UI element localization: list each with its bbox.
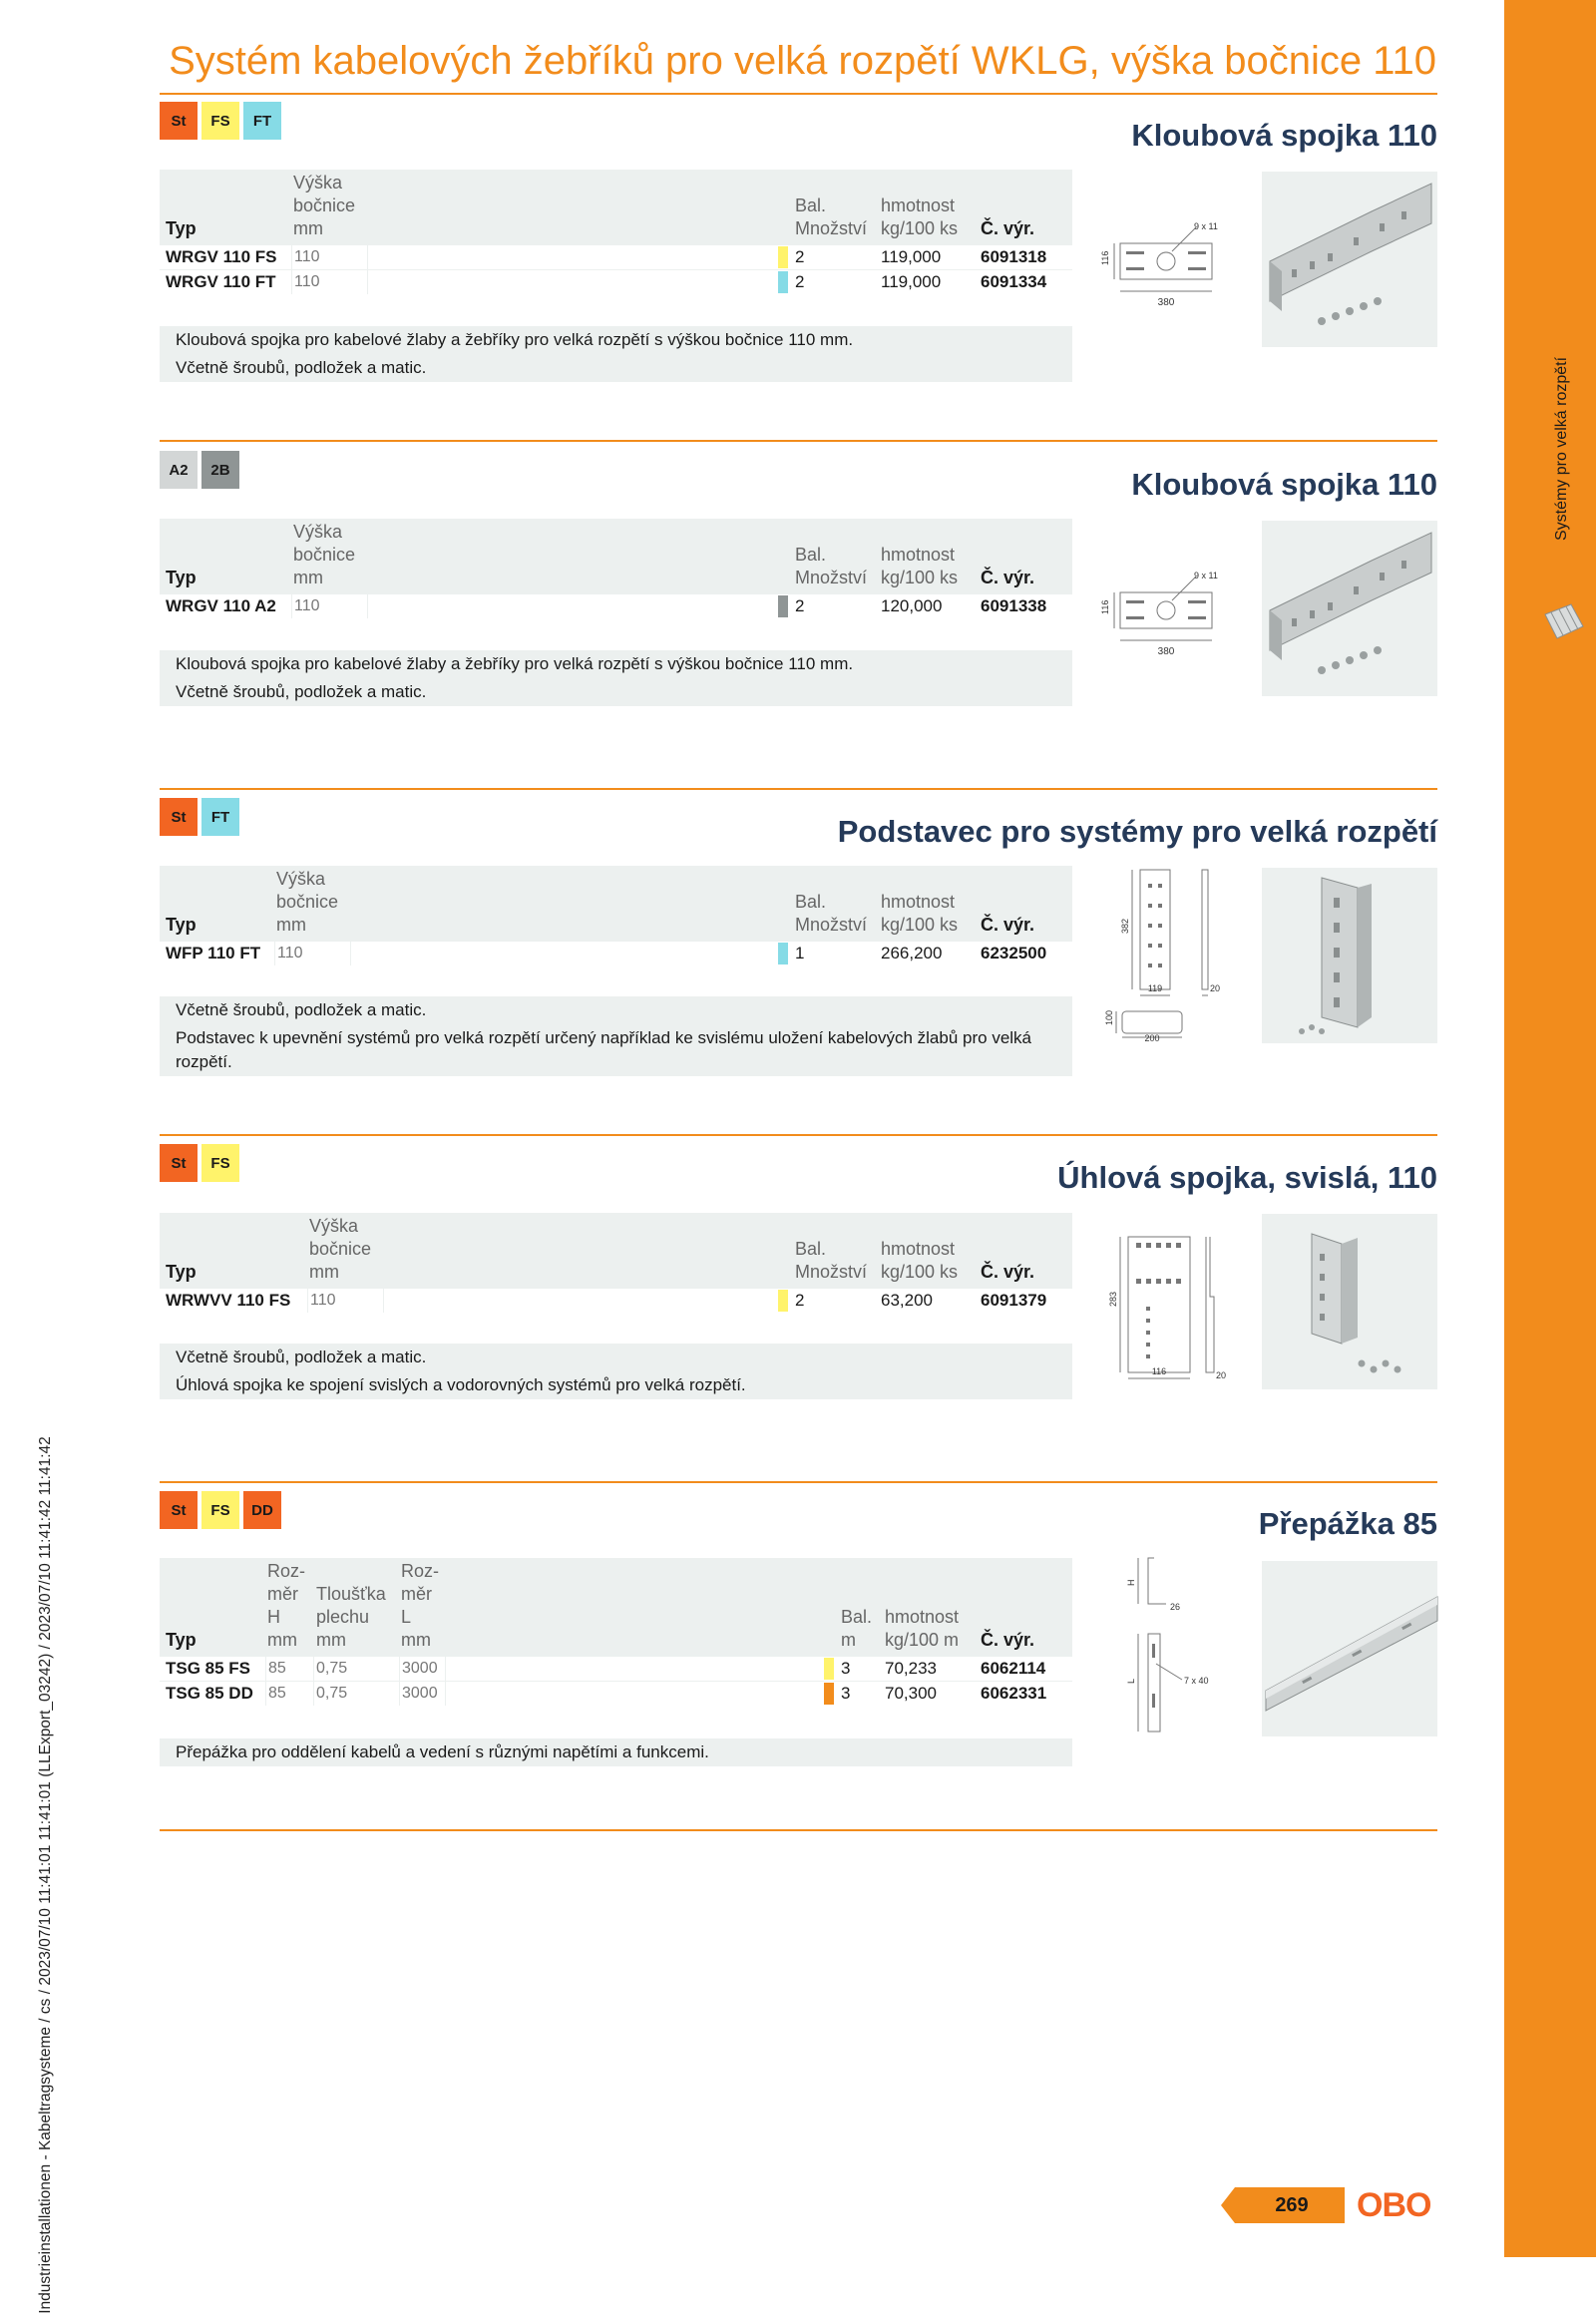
cell-spacer xyxy=(367,270,368,294)
cell-spacer xyxy=(383,1289,384,1313)
description xyxy=(160,1738,1072,1766)
badge-dd: DD xyxy=(243,1491,281,1529)
description xyxy=(160,996,1072,1076)
dim-label: 9 x 11 xyxy=(1194,571,1218,580)
cell-hmotnost: 120,000 xyxy=(881,596,943,615)
cell-typ: WRGV 110 FS xyxy=(166,247,277,266)
table-header xyxy=(160,170,1072,244)
cell-typ: TSG 85 FS xyxy=(166,1659,251,1678)
col-cislo: Č. výr. xyxy=(981,1630,1035,1650)
cell-spacer xyxy=(367,594,368,618)
cell-spacer xyxy=(367,245,368,269)
table-row xyxy=(160,1681,1072,1706)
section-rule xyxy=(160,788,1437,790)
product-table xyxy=(160,1213,1072,1313)
col-vyska: Výška bočnice mm xyxy=(276,869,339,935)
cell-cislo: 6062331 xyxy=(981,1684,1047,1703)
dim-label: 116 xyxy=(1100,250,1110,265)
col-typ: Typ xyxy=(166,1262,197,1282)
badge-ft: FT xyxy=(201,798,239,836)
cell-tloustka: 0,75 xyxy=(313,1682,347,1706)
cell-hmotnost: 119,000 xyxy=(881,247,942,266)
side-band xyxy=(1504,0,1596,2257)
dim-label: 116 xyxy=(1100,599,1110,614)
finish-swatch-fs xyxy=(824,1658,834,1680)
cell-h: 85 xyxy=(265,1682,286,1706)
description xyxy=(160,326,1072,382)
dim-label: L xyxy=(1126,1678,1136,1684)
description-line: Úhlová spojka ke spojení svislých a vodorovných systémů pro velká rozpětí. xyxy=(176,1375,746,1394)
cell-cislo: 6232500 xyxy=(981,944,1047,963)
finish-swatch-2b xyxy=(778,595,788,617)
dim-label: 200 xyxy=(1144,1033,1160,1043)
table-header xyxy=(160,866,1072,941)
col-vyska: Výška bočnice mm xyxy=(309,1216,372,1282)
col-hmotnost: hmotnost kg/100 ks xyxy=(881,892,959,935)
description-line: Včetně šroubů, podložek a matic. xyxy=(176,358,427,377)
col-typ: Typ xyxy=(166,1630,197,1650)
cell-vyska: 110 xyxy=(274,942,303,965)
cell-typ: WFP 110 FT xyxy=(166,944,261,963)
material-badges xyxy=(160,1491,281,1529)
footer-meta: Industrieinstallationen - Kabeltragsysteme / cs / 2023/07/10 11:41:01 11:41:01 (LLExport_03242) / 2023/07/10 11:41:42 11:41:42 xyxy=(37,1436,54,2314)
cell-cislo: 6091334 xyxy=(981,272,1047,291)
cell-cislo: 6062114 xyxy=(981,1659,1046,1678)
badge-ft: FT xyxy=(243,102,281,140)
col-typ: Typ xyxy=(166,568,197,587)
product-photo xyxy=(1262,1214,1437,1389)
section-title: Kloubová spojka 110 xyxy=(1131,467,1437,502)
badge-st: St xyxy=(160,1491,198,1529)
col-hmotnost: hmotnost kg/100 ks xyxy=(881,545,959,587)
badge-fs: FS xyxy=(201,1491,239,1529)
cell-bal: 2 xyxy=(795,247,805,266)
section-rule xyxy=(160,1481,1437,1483)
table-header xyxy=(160,1558,1072,1656)
cell-cislo: 6091318 xyxy=(981,247,1047,266)
dim-label: 380 xyxy=(1157,297,1175,308)
cell-typ: WRGV 110 FT xyxy=(166,272,276,291)
col-cislo: Č. výr. xyxy=(981,568,1035,587)
dim-label: 100 xyxy=(1104,1009,1114,1025)
dim-label: 283 xyxy=(1108,1291,1118,1307)
section-rule xyxy=(160,1134,1437,1136)
technical-drawing xyxy=(1102,180,1230,359)
product-table xyxy=(160,866,1072,965)
cable-ladder-icon xyxy=(1541,600,1587,642)
product-photo xyxy=(1262,521,1437,696)
col-bal: Bal. Množství xyxy=(795,1239,868,1282)
finish-swatch-fs xyxy=(778,246,788,268)
table-row xyxy=(160,1288,1072,1313)
cell-cislo: 6091338 xyxy=(981,596,1047,615)
description-line: Kloubová spojka pro kabelové žlaby a žebříky pro velká rozpětí s výškou bočnice 110 mm. xyxy=(176,654,854,673)
material-badges xyxy=(160,1144,239,1182)
page-title: Systém kabelových žebříků pro velká rozpětí WKLG, výška bočnice 110 xyxy=(169,39,1436,83)
badge-st: St xyxy=(160,102,198,140)
finish-swatch-ft xyxy=(778,271,788,293)
col-vyska: Výška bočnice mm xyxy=(293,522,356,587)
dim-label: 9 x 11 xyxy=(1194,221,1218,231)
col-hmotnost: hmotnost kg/100 ks xyxy=(881,1239,959,1282)
col-tloustka: Tloušťka plechu mm xyxy=(316,1584,386,1650)
cell-spacer xyxy=(350,942,351,965)
table-header xyxy=(160,519,1072,593)
badge-st: St xyxy=(160,798,198,836)
col-typ: Typ xyxy=(166,218,197,238)
section-title: Úhlová spojka, svislá, 110 xyxy=(1057,1160,1437,1195)
table-header xyxy=(160,1213,1072,1288)
product-table xyxy=(160,1558,1072,1706)
cell-bal: 3 xyxy=(841,1684,851,1703)
cell-vyska: 110 xyxy=(291,594,320,618)
table-row xyxy=(160,269,1072,294)
cell-bal: 3 xyxy=(841,1659,851,1678)
product-photo xyxy=(1262,172,1437,347)
description xyxy=(160,1344,1072,1399)
product-photo xyxy=(1262,1561,1437,1736)
col-bal: Bal. Množství xyxy=(795,195,868,238)
cell-vyska: 110 xyxy=(307,1289,336,1313)
material-badges xyxy=(160,798,239,836)
cell-l: 3000 xyxy=(399,1682,438,1706)
section-title: Přepážka 85 xyxy=(1258,1506,1437,1541)
cell-hmotnost: 266,200 xyxy=(881,944,943,963)
technical-drawing xyxy=(1102,864,1230,1043)
cell-hmotnost: 63,200 xyxy=(881,1291,933,1310)
cell-hmotnost: 70,233 xyxy=(885,1659,937,1678)
cell-l: 3000 xyxy=(399,1657,438,1681)
cell-typ: WRWVV 110 FS xyxy=(166,1291,291,1310)
col-vyska: Výška bočnice mm xyxy=(293,173,356,238)
finish-swatch-dd xyxy=(824,1683,834,1705)
description-line: Včetně šroubů, podložek a matic. xyxy=(176,1000,427,1019)
table-row xyxy=(160,244,1072,269)
dim-label: 7 x 40 xyxy=(1184,1676,1209,1686)
product-table xyxy=(160,519,1072,618)
cell-typ: TSG 85 DD xyxy=(166,1684,253,1703)
col-bal: Bal. Množství xyxy=(795,892,868,935)
page-number: 269 xyxy=(1275,2194,1309,2216)
technical-drawing xyxy=(1102,1207,1230,1386)
cell-vyska: 110 xyxy=(291,270,320,294)
col-cislo: Č. výr. xyxy=(981,218,1035,238)
cell-typ: WRGV 110 A2 xyxy=(166,596,276,615)
description-line: Podstavec k upevnění systémů pro velká rozpětí určený například ke svislému uložení kabelových žlabů pro velká rozpětí. xyxy=(176,1028,1032,1071)
cell-spacer xyxy=(445,1682,446,1706)
cell-tloustka: 0,75 xyxy=(313,1657,347,1681)
col-l: Roz- měr L mm xyxy=(401,1561,440,1650)
cell-spacer xyxy=(445,1657,446,1681)
section-title: Podstavec pro systémy pro velká rozpětí xyxy=(837,814,1437,849)
badge-fs: FS xyxy=(201,102,239,140)
product-photo xyxy=(1262,868,1437,1043)
col-bal: Bal. Množství xyxy=(795,545,868,587)
col-hmotnost: hmotnost kg/100 ks xyxy=(881,195,959,238)
badge-2b: 2B xyxy=(201,451,239,489)
col-cislo: Č. výr. xyxy=(981,1262,1035,1282)
badge-fs: FS xyxy=(201,1144,239,1182)
col-typ: Typ xyxy=(166,915,197,935)
sidebar-label: Systémy pro velká rozpětí xyxy=(1553,356,1570,542)
col-hmotnost: hmotnost kg/100 m xyxy=(885,1607,960,1650)
cell-cislo: 6091379 xyxy=(981,1291,1047,1310)
cell-bal: 2 xyxy=(795,272,805,291)
description-line: Včetně šroubů, podložek a matic. xyxy=(176,1348,427,1366)
product-table xyxy=(160,170,1072,294)
dim-label: 119 xyxy=(1147,983,1163,993)
finish-swatch-fs xyxy=(778,1290,788,1312)
cell-hmotnost: 119,000 xyxy=(881,272,942,291)
technical-drawing xyxy=(1102,1554,1230,1734)
description-line: Přepážka pro oddělení kabelů a vedení s různými napětími a funkcemi. xyxy=(176,1742,709,1761)
section-title: Kloubová spojka 110 xyxy=(1131,118,1437,153)
section-rule xyxy=(160,440,1437,442)
description-line: Kloubová spojka pro kabelové žlaby a žebříky pro velká rozpětí s výškou bočnice 110 mm. xyxy=(176,330,854,349)
material-badges xyxy=(160,451,239,489)
finish-swatch-ft xyxy=(778,943,788,964)
table-row xyxy=(160,593,1072,618)
dim-label: 382 xyxy=(1120,918,1130,934)
col-h: Roz- měr H mm xyxy=(267,1561,306,1650)
cell-bal: 1 xyxy=(795,944,805,963)
brand-logo: OBO xyxy=(1357,2186,1431,2224)
cell-bal: 2 xyxy=(795,1291,805,1310)
dim-label: 116 xyxy=(1151,1366,1167,1376)
cell-vyska: 110 xyxy=(291,245,320,269)
badge-st: St xyxy=(160,1144,198,1182)
cell-h: 85 xyxy=(265,1657,286,1681)
cell-bal: 2 xyxy=(795,596,805,615)
technical-drawing xyxy=(1102,529,1230,708)
table-row xyxy=(160,1656,1072,1681)
dim-label: 20 xyxy=(1210,983,1221,993)
cell-hmotnost: 70,300 xyxy=(885,1684,937,1703)
col-cislo: Č. výr. xyxy=(981,915,1035,935)
badge-a2: A2 xyxy=(160,451,198,489)
description xyxy=(160,650,1072,706)
table-row xyxy=(160,941,1072,965)
title-rule xyxy=(160,93,1437,95)
description-line: Včetně šroubů, podložek a matic. xyxy=(176,682,427,701)
dim-label: 26 xyxy=(1170,1602,1181,1612)
material-badges xyxy=(160,102,281,140)
dim-label: H xyxy=(1126,1579,1136,1586)
section-rule xyxy=(160,1829,1437,1831)
dim-label: 20 xyxy=(1216,1370,1227,1380)
col-bal: Bal. m xyxy=(841,1607,873,1650)
dim-label: 380 xyxy=(1157,646,1175,657)
